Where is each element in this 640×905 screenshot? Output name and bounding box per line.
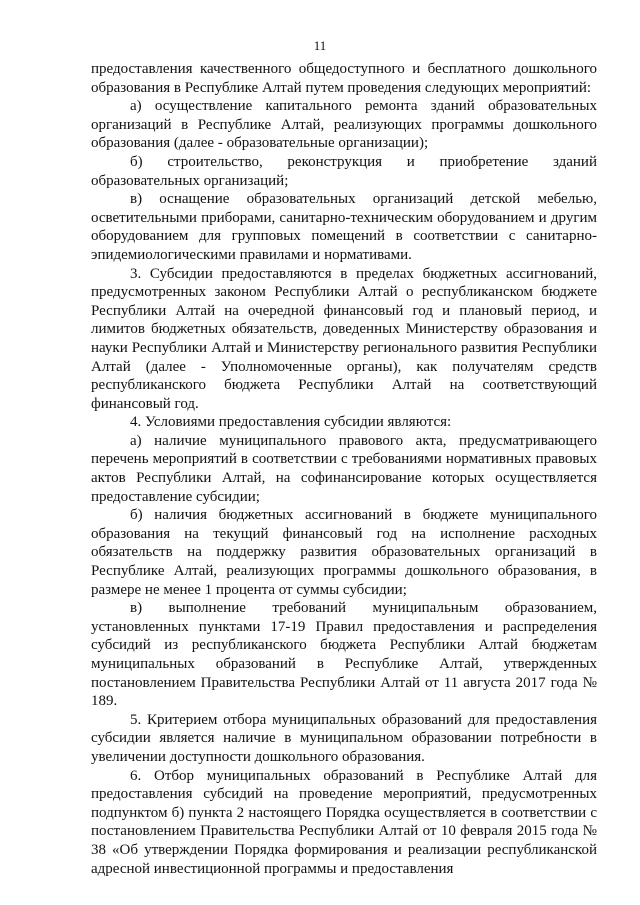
paragraph: в) выполнение требований муниципальным образованием, установленных пунктами 17-19 Правил предоставления и распределения субсидий из республиканского бюджета Республики Алтай бюджетам муниципальных образований в Республике Алтай, утвержденных постановлением Правительства Республики Алтай от 11 августа 2017 года № 189. <box>91 600 597 710</box>
paragraph: 4. Условиями предоставления субсидии являются: <box>130 414 452 431</box>
paragraph: б) наличия бюджетных ассигнований в бюджете муниципального образования на текущий финансовый год на исполнение расходных обязательств на поддержку развития образовательных организаций в Республике Алтай, реализующих программы дошкольного образования, в размере не менее 1 процента от суммы субсидии; <box>91 507 597 598</box>
paragraph: а) наличие муниципального правового акта, предусматривающего перечень мероприятий в соответствии с требованиями нормативных правовых актов Республики Алтай, на софинансирование которых осуществляется предоставление субсидии; <box>91 432 597 505</box>
paragraph: 6. Отбор муниципальных образований в Республике Алтай для предоставления субсидий на проведение мероприятий, предусмотренных подпунктом б) пункта 2 настоящего Порядка осуществляется в соответствии с постановлением Правительства Республики Алтай от 10 февраля 2015 года № 38 «Об утверждении Порядка формирования и реализации республиканской адресной инвестиционной программы и предоставления <box>91 767 597 877</box>
page-number: 11 <box>313 38 327 53</box>
paragraph: а) осуществление капитального ремонта зданий образовательных организаций в Республике Алтай, реализующих программы дошкольного образования (далее - образовательные организации); <box>91 98 597 152</box>
paragraph: б) строительство, реконструкция и приобретение зданий образовательных организаций; <box>91 153 597 189</box>
paragraph: 3. Субсидии предоставляются в пределах бюджетных ассигнований, предусмотренных законом Республики Алтай о республиканском бюджете Республики Алтай на очередной финансовый год и плановый период, и лимитов бюджетных обязательств, доведенных Министерству образования и науки Республики Алтай и Министерству регионального развития Республики Алтай (далее - Уполномоченные органы), как получателям средств республиканского бюджета Республики Алтай на соответствующий финансовый год. <box>91 265 597 412</box>
paragraph: предоставления качественного общедоступного и бесплатного дошкольного образования в Республике Алтай путем проведения следующих мероприятий: <box>91 61 597 96</box>
paragraph: в) оснащение образовательных организаций детской мебелью, осветительными приборами, санитарно-техническим оборудованием и другим оборудованием для групповых помещений в соответствии с санитарно-эпидемиологическими правилами и нормативами. <box>91 191 597 263</box>
paragraph: 5. Критерием отбора муниципальных образований для предоставления субсидии является наличие в муниципальном образовании потребности в увеличении доступности дошкольного образования. <box>91 711 597 765</box>
document-body <box>91 60 597 878</box>
